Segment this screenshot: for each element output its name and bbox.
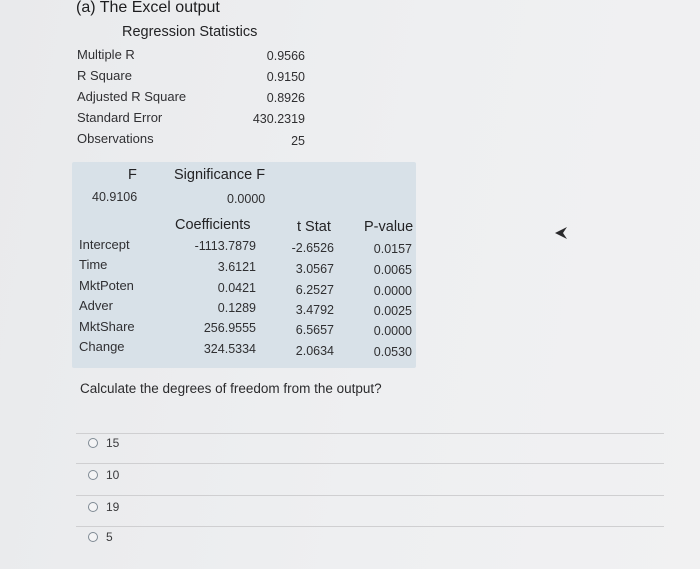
tstat-value: 6.5657 (295, 323, 334, 337)
answer-option-19[interactable] (88, 500, 119, 514)
f-value: 40.9106 (92, 190, 138, 204)
tstat-header: t Stat (297, 219, 331, 235)
radio-button[interactable] (88, 502, 98, 512)
pvalue-value: 0.0000 (373, 284, 412, 298)
question-text: Calculate the degrees of freedom from the output? (80, 381, 382, 396)
coef-value: -1113.7879 (194, 239, 256, 253)
pvalue-value: 0.0025 (373, 304, 412, 318)
stat-value: 0.9566 (266, 49, 305, 63)
radio-button[interactable] (88, 532, 98, 542)
stat-value: 0.8926 (266, 91, 305, 105)
radio-button[interactable] (88, 438, 98, 448)
tstat-value: 3.0567 (295, 262, 334, 276)
stat-label: Multiple R (77, 47, 135, 62)
radio-button[interactable] (88, 470, 98, 480)
stat-value: 25 (291, 134, 305, 148)
coef-value: 0.0421 (217, 281, 256, 295)
coef-value: 256.9555 (203, 321, 256, 335)
tstat-value: 2.0634 (295, 344, 334, 358)
option-label: 19 (106, 500, 120, 514)
regression-statistics-heading: Regression Statistics (122, 24, 258, 40)
row-label: MktPoten (79, 278, 134, 293)
row-label: Adver (79, 298, 113, 313)
row-label: Time (79, 257, 108, 272)
coefficients-header: Coefficients (175, 217, 251, 233)
stat-label: Observations (77, 131, 154, 146)
row-label: Change (79, 339, 125, 354)
tstat-value: 6.2527 (295, 283, 334, 297)
stat-label: Adjusted R Square (77, 89, 187, 104)
answer-option-5[interactable] (88, 530, 113, 544)
significance-f-value: 0.0000 (227, 192, 266, 206)
stat-label: R Square (77, 68, 132, 83)
answer-option-15[interactable] (88, 436, 119, 450)
option-label: 15 (106, 436, 120, 450)
divider (76, 526, 664, 527)
pvalue-value: 0.0157 (373, 242, 412, 256)
divider (76, 463, 664, 464)
row-label: Intercept (79, 237, 130, 252)
divider (76, 495, 664, 496)
stat-value: 0.9150 (266, 70, 305, 84)
row-label: MktShare (79, 319, 135, 334)
coef-value: 3.6121 (217, 260, 256, 274)
option-label: 5 (106, 530, 113, 544)
arrow-cursor-icon (553, 226, 569, 240)
tstat-value: 3.4792 (295, 303, 334, 317)
section-title: (a) The Excel output (76, 0, 220, 16)
tstat-value: -2.6526 (291, 241, 334, 255)
f-header: F (128, 167, 137, 183)
coef-value: 0.1289 (217, 301, 256, 315)
option-label: 10 (106, 468, 120, 482)
answer-option-10[interactable] (88, 468, 119, 482)
coef-value: 324.5334 (203, 342, 256, 356)
significance-f-header: Significance F (174, 167, 266, 183)
pvalue-value: 0.0000 (373, 324, 412, 338)
divider (76, 433, 664, 434)
pvalue-value: 0.0530 (373, 345, 412, 359)
pvalue-value: 0.0065 (373, 263, 412, 277)
stat-label: Standard Error (77, 110, 163, 125)
stat-value: 430.2319 (252, 112, 305, 126)
pvalue-header: P-value (364, 219, 414, 235)
